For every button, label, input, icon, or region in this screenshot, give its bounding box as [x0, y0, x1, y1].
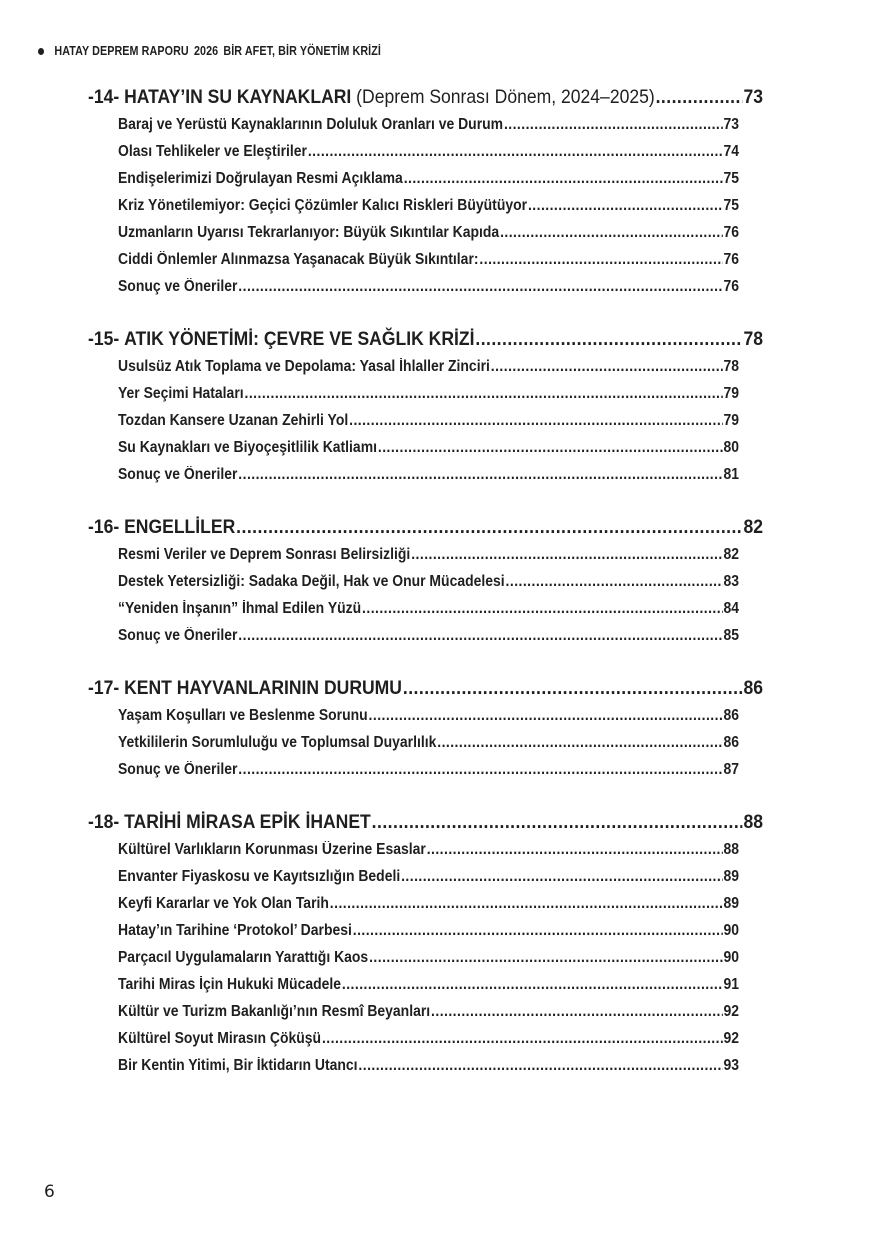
- dot-leader: [500, 219, 722, 246]
- subentry-title: Sonuç ve Öneriler: [118, 761, 238, 778]
- running-header: [38, 44, 381, 58]
- toc-section: [88, 84, 768, 300]
- dot-leader: [236, 514, 742, 541]
- dot-leader: [362, 595, 723, 622]
- dot-leader: [401, 863, 722, 890]
- subentry-title: Ciddi Önlemler Alınmazsa Yaşanacak Büyük Sıkıntılar:: [118, 251, 479, 268]
- subentry-title: Uzmanların Uyarısı Tekrarlanıyor: Büyük Sıkıntılar Kapıda: [118, 224, 500, 241]
- dot-leader: [322, 1025, 723, 1052]
- toc-chapter-entry[interactable]: [88, 514, 763, 541]
- dot-leader: [427, 836, 723, 863]
- subentry-page: 81: [723, 466, 739, 483]
- subentry-title: Kültürel Soyut Mirasın Çöküşü: [118, 1030, 322, 1047]
- bullet-icon: [38, 48, 44, 55]
- chapter-number: -14-: [88, 86, 120, 108]
- subentry-title: Keyfi Kararlar ve Yok Olan Tarih: [118, 895, 329, 912]
- dot-leader: [342, 971, 723, 998]
- dot-leader: [308, 138, 723, 165]
- subentry-page: 75: [723, 197, 739, 214]
- chapter-page: 86: [743, 677, 763, 699]
- toc-subentry[interactable]: [118, 219, 739, 246]
- chapter-title: ENGELLİLER: [124, 516, 236, 538]
- dot-leader: [369, 944, 722, 971]
- subentry-title: Kültürel Varlıkların Korunması Üzerine Esaslar: [118, 841, 426, 858]
- toc-subentry[interactable]: [118, 595, 739, 622]
- subentry-page: 79: [723, 385, 739, 402]
- subentry-page: 73: [723, 116, 739, 133]
- subentry-title: Destek Yetersizliği: Sadaka Değil, Hak ve Onur Mücadelesi: [118, 573, 505, 590]
- toc-subentry[interactable]: [118, 461, 739, 488]
- subentry-page: 90: [723, 922, 739, 939]
- dot-leader: [238, 273, 722, 300]
- toc-subentry[interactable]: [118, 434, 739, 461]
- toc-chapter-entry[interactable]: [88, 84, 763, 111]
- subentry-page: 86: [723, 734, 739, 751]
- subentry-title: Envanter Fiyaskosu ve Kayıtsızlığın Bedeli: [118, 868, 401, 885]
- toc-section: [88, 514, 768, 649]
- dot-leader: [504, 111, 723, 138]
- dot-leader: [378, 434, 723, 461]
- subentry-page: 79: [723, 412, 739, 429]
- subentry-page: 90: [723, 949, 739, 966]
- toc-subentry[interactable]: [118, 568, 739, 595]
- toc-subentry[interactable]: [118, 998, 739, 1025]
- dot-leader: [437, 729, 722, 756]
- subentry-title: Tozdan Kansere Uzanan Zehirli Yol: [118, 412, 349, 429]
- chapter-title: KENT HAYVANLARININ DURUMU: [124, 677, 402, 699]
- toc-subentry[interactable]: [118, 729, 739, 756]
- toc-subentry[interactable]: [118, 917, 739, 944]
- subentry-page: 76: [723, 278, 739, 295]
- toc-subentry[interactable]: [118, 702, 739, 729]
- subentry-title: Hatay’ın Tarihine ‘Protokol’ Darbesi: [118, 922, 352, 939]
- subentry-page: 89: [723, 895, 739, 912]
- subentry-page: 76: [723, 224, 739, 241]
- subentry-page: 78: [723, 358, 739, 375]
- toc-subentry[interactable]: [118, 111, 739, 138]
- dot-leader: [238, 622, 722, 649]
- subentry-title: Bir Kentin Yitimi, Bir İktidarın Utancı: [118, 1057, 358, 1074]
- chapter-page: 73: [743, 86, 763, 108]
- chapter-number: -16-: [88, 516, 120, 538]
- subentry-page: 92: [723, 1003, 739, 1020]
- subentry-title: Kriz Yönetilemiyor: Geçici Çözümler Kalıcı Riskleri Büyütüyor: [118, 197, 528, 214]
- subentry-title: Endişelerimizi Doğrulayan Resmi Açıklama: [118, 170, 403, 187]
- dot-leader: [330, 890, 723, 917]
- subentry-title: Parçacıl Uygulamaların Yarattığı Kaos: [118, 949, 369, 966]
- subentry-title: Kültür ve Turizm Bakanlığı’nın Resmî Beyanları: [118, 1003, 431, 1020]
- dot-leader: [369, 702, 723, 729]
- subentry-title: Sonuç ve Öneriler: [118, 466, 238, 483]
- dot-leader: [238, 461, 722, 488]
- subentry-title: Usulsüz Atık Toplama ve Depolama: Yasal İhlaller Zinciri: [118, 358, 490, 375]
- toc-chapter-entry[interactable]: [88, 809, 763, 836]
- subentry-title: Yetkililerin Sorumluluğu ve Toplumsal Duyarlılık: [118, 734, 437, 751]
- toc-subentry[interactable]: [118, 1025, 739, 1052]
- chapter-number: -17-: [88, 677, 120, 699]
- subentry-page: 84: [723, 600, 739, 617]
- toc-subentry[interactable]: [118, 971, 739, 998]
- subentry-page: 87: [723, 761, 739, 778]
- subentry-title: Yer Seçimi Hataları: [118, 385, 244, 402]
- chapter-number: -15-: [88, 328, 120, 350]
- subentry-page: 89: [723, 868, 739, 885]
- chapter-number: -18-: [88, 811, 120, 833]
- toc-subentry[interactable]: [118, 541, 739, 568]
- toc-section: [88, 326, 768, 488]
- chapter-page: 88: [743, 811, 763, 833]
- dot-leader: [245, 380, 723, 407]
- report-subtitle: BİR AFET, BİR YÖNETİM KRİZİ: [223, 44, 381, 58]
- dot-leader: [431, 998, 723, 1025]
- toc-subentry[interactable]: [118, 353, 739, 380]
- subentry-page: 74: [723, 143, 739, 160]
- dot-leader: [404, 165, 723, 192]
- toc-subentry[interactable]: [118, 380, 739, 407]
- dot-leader: [411, 541, 722, 568]
- subentry-page: 76: [723, 251, 739, 268]
- toc-subentry[interactable]: [118, 407, 739, 434]
- toc-chapter-entry[interactable]: [88, 675, 763, 702]
- toc-subentry[interactable]: [118, 165, 739, 192]
- toc-section: [88, 675, 768, 783]
- toc-subentry[interactable]: [118, 863, 739, 890]
- subentry-title: Olası Tehlikeler ve Eleştiriler: [118, 143, 307, 160]
- dot-leader: [491, 353, 723, 380]
- dot-leader: [528, 192, 723, 219]
- chapter-page: 78: [743, 328, 763, 350]
- dot-leader: [479, 246, 722, 273]
- toc-subentry[interactable]: [118, 890, 739, 917]
- dot-leader: [475, 326, 742, 353]
- toc-subentry[interactable]: [118, 246, 739, 273]
- page-number: 6: [44, 1182, 55, 1202]
- dot-leader: [656, 84, 743, 111]
- subentry-page: 88: [723, 841, 739, 858]
- subentry-page: 85: [723, 627, 739, 644]
- subentry-page: 80: [723, 439, 739, 456]
- chapter-subtitle: (Deprem Sonrası Dönem, 2024–2025): [356, 86, 655, 108]
- subentry-page: 82: [723, 546, 739, 563]
- toc-subentry[interactable]: [118, 138, 739, 165]
- subentry-title: Sonuç ve Öneriler: [118, 278, 238, 295]
- chapter-page: 82: [743, 516, 763, 538]
- toc-subentry[interactable]: [118, 192, 739, 219]
- table-of-contents: [88, 84, 768, 1105]
- subentry-title: Resmi Veriler ve Deprem Sonrası Belirsizliği: [118, 546, 411, 563]
- report-year: 2026: [193, 44, 219, 58]
- subentry-title: “Yeniden İnşanın” İhmal Edilen Yüzü: [118, 600, 362, 617]
- chapter-title: ATIK YÖNETİMİ: ÇEVRE VE SAĞLIK KRİZİ: [124, 328, 475, 350]
- toc-section: [88, 809, 768, 1079]
- subentry-page: 86: [723, 707, 739, 724]
- dot-leader: [506, 568, 723, 595]
- dot-leader: [353, 917, 723, 944]
- toc-subentry[interactable]: [118, 836, 739, 863]
- toc-subentry[interactable]: [118, 756, 739, 783]
- dot-leader: [238, 756, 722, 783]
- toc-chapter-entry[interactable]: [88, 326, 763, 353]
- subentry-page: 93: [723, 1057, 739, 1074]
- subentry-page: 75: [723, 170, 739, 187]
- toc-subentry[interactable]: [118, 944, 739, 971]
- report-title: HATAY DEPREM RAPORU: [54, 44, 189, 58]
- toc-subentry[interactable]: [118, 273, 739, 300]
- subentry-title: Su Kaynakları ve Biyoçeşitlilik Katliamı: [118, 439, 377, 456]
- chapter-title: HATAY’IN SU KAYNAKLARI: [124, 86, 352, 108]
- subentry-page: 91: [723, 976, 739, 993]
- subentry-title: Sonuç ve Öneriler: [118, 627, 238, 644]
- dot-leader: [349, 407, 722, 434]
- dot-leader: [403, 675, 743, 702]
- subentry-page: 92: [723, 1030, 739, 1047]
- subentry-title: Baraj ve Yerüstü Kaynaklarının Doluluk Oranları ve Durum: [118, 116, 504, 133]
- toc-subentry[interactable]: [118, 1052, 739, 1079]
- subentry-title: Yaşam Koşulları ve Beslenme Sorunu: [118, 707, 368, 724]
- toc-subentry[interactable]: [118, 622, 739, 649]
- chapter-title: TARİHİ MİRASA EPİK İHANET: [124, 811, 371, 833]
- dot-leader: [358, 1052, 722, 1079]
- subentry-page: 83: [723, 573, 739, 590]
- subentry-title: Tarihi Miras İçin Hukuki Mücadele: [118, 976, 342, 993]
- dot-leader: [372, 809, 743, 836]
